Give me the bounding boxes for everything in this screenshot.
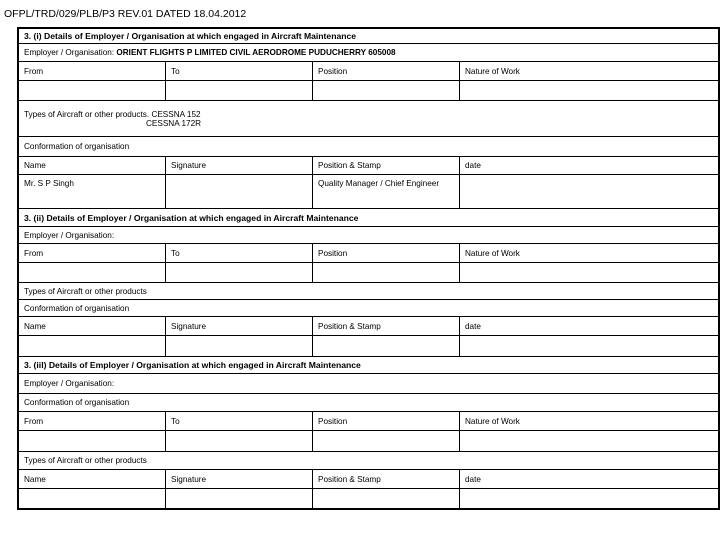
section2-conformation-label: Conformation of organisation [19, 300, 719, 317]
section2-date-label: date [460, 317, 719, 336]
section3-signature-field[interactable] [166, 489, 313, 509]
section2-name-field[interactable] [19, 336, 166, 357]
section2-date-field[interactable] [460, 336, 719, 357]
section2-position-stamp-label: Position & Stamp [313, 317, 460, 336]
section3-name-field[interactable] [19, 489, 166, 509]
section1-aircraft-1: CESSNA 152 [151, 109, 201, 119]
section2-position-field[interactable] [313, 263, 460, 283]
section2-to-field[interactable] [166, 263, 313, 283]
section2-to-label: To [166, 244, 313, 263]
section3-date-field[interactable] [460, 489, 719, 509]
section3-position-label: Position [313, 412, 460, 431]
section3-conformation-label: Conformation of organisation [19, 394, 719, 412]
section1-date-label: date [460, 157, 719, 175]
section1-signature-label: Signature [166, 157, 313, 175]
section3-signature-label: Signature [166, 470, 313, 489]
document-code: OFPL/TRD/029/PLB/P3 REV.01 DATED 18.04.2012 [4, 8, 247, 20]
section3-employer-label[interactable]: Employer / Organisation: [19, 374, 719, 394]
section1-signature-field[interactable] [166, 175, 313, 209]
section1-aircraft-label: Types of Aircraft or other products. [24, 109, 150, 119]
section1-position-field[interactable] [313, 81, 460, 101]
section1-position-stamp-label: Position & Stamp [313, 157, 460, 175]
section1-from-field[interactable] [19, 81, 166, 101]
section3-name-label: Name [19, 470, 166, 489]
section1-employer-label: Employer / Organisation: [24, 48, 115, 57]
section2-employer-label[interactable]: Employer / Organisation: [19, 227, 719, 244]
section3-from-label: From [19, 412, 166, 431]
section1-conformation-label: Conformation of organisation [19, 137, 719, 157]
section2-position-stamp-field[interactable] [313, 336, 460, 357]
section2-position-label: Position [313, 244, 460, 263]
section1-name-label: Name [19, 157, 166, 175]
section2-aircraft-label[interactable]: Types of Aircraft or other products [19, 283, 719, 300]
section1-employer-row [19, 44, 719, 62]
section1-to-label: To [166, 62, 313, 81]
section3-position-stamp-field[interactable] [313, 489, 460, 509]
section2-from-label: From [19, 244, 166, 263]
section3-heading: 3. (iil) Details of Employer / Organisation at which engaged in Aircraft Maintenance [19, 357, 719, 374]
section3-to-field[interactable] [166, 431, 313, 452]
section1-signatory-name[interactable]: Mr. S P Singh [19, 175, 166, 209]
form-table [18, 28, 719, 509]
section3-nature-label: Nature of Work [460, 412, 719, 431]
section2-signature-label: Signature [166, 317, 313, 336]
section1-from-label: From [19, 62, 166, 81]
section3-position-field[interactable] [313, 431, 460, 452]
section3-position-stamp-label: Position & Stamp [313, 470, 460, 489]
section3-to-label: To [166, 412, 313, 431]
section3-date-label: date [460, 470, 719, 489]
section2-heading: 3. (ii) Details of Employer / Organisation at which engaged in Aircraft Maintenance [19, 209, 719, 227]
section1-heading: 3. (i) Details of Employer / Organisation at which engaged in Aircraft Maintenance [19, 29, 719, 44]
section1-date-field[interactable] [460, 175, 719, 209]
section2-from-field[interactable] [19, 263, 166, 283]
section1-nature-label: Nature of Work [460, 62, 719, 81]
section3-nature-field[interactable] [460, 431, 719, 452]
section3-aircraft-label[interactable]: Types of Aircraft or other products [19, 452, 719, 470]
section3-from-field[interactable] [19, 431, 166, 452]
employer-details-form [17, 27, 720, 510]
section1-signatory-position[interactable]: Quality Manager / Chief Engineer [313, 175, 460, 209]
section1-to-field[interactable] [166, 81, 313, 101]
section1-nature-field[interactable] [460, 81, 719, 101]
section1-position-label: Position [313, 62, 460, 81]
section1-employer-value: ORIENT FLIGHTS P LIMITED CIVIL AERODROME PUDUCHERRY 605008 [116, 48, 396, 57]
section1-aircraft-cell [19, 101, 719, 137]
section1-aircraft-2: CESSNA 172R [146, 118, 202, 128]
section2-nature-field[interactable] [460, 263, 719, 283]
section2-name-label: Name [19, 317, 166, 336]
section2-nature-label: Nature of Work [460, 244, 719, 263]
section2-signature-field[interactable] [166, 336, 313, 357]
